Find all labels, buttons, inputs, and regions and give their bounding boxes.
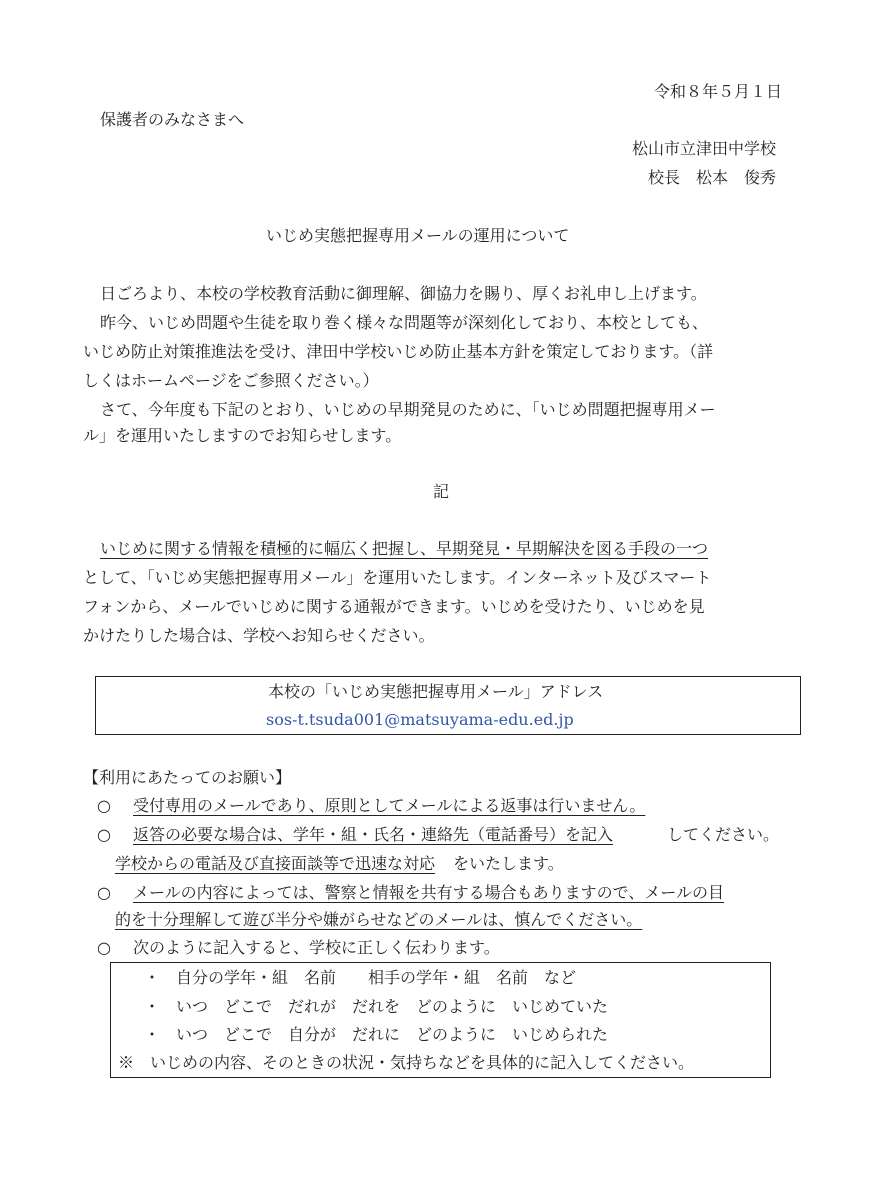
school-name: 松山市立津田中学校 <box>631 139 776 158</box>
request-item: メールの内容によっては、警察と情報を共有する場合もありますので、メールの目 <box>133 883 725 902</box>
request-item: 受付専用のメールであり、原則としてメールによる返事は行いません。 <box>133 796 646 815</box>
body-line: かけたりした場合は、学校へお知らせください。 <box>83 626 435 645</box>
example-line: ・ いつ どこで だれが だれを どのように いじめていた <box>144 997 609 1016</box>
request-item: 学校からの電話及び直接面談等で迅速な対応 <box>115 854 436 873</box>
ki-heading: 記 <box>433 482 450 501</box>
example-line: ・ 自分の学年・組 名前 相手の学年・組 名前 など <box>144 968 577 987</box>
principal-name: 校長 松本 俊秀 <box>647 168 776 187</box>
bullet-icon: ○ <box>97 825 111 844</box>
body-line: として、「いじめ実態把握専用メール」を運用いたします。インターネット及びスマート <box>83 568 712 587</box>
bullet-icon: ○ <box>97 796 111 815</box>
requests-heading: 【利用にあたってのお願い】 <box>83 768 292 787</box>
document-title: いじめ実態把握専用メールの運用について <box>266 226 570 245</box>
request-item: 次のように記入すると、学校に正しく伝わります。 <box>133 938 500 957</box>
request-item: 的を十分理解して遊び半分や嫌がらせなどのメールは、慎んでください。 <box>115 910 643 929</box>
body-line: フォンから、メールでいじめに関する通報ができます。いじめを受けたり、いじめを見 <box>83 597 705 616</box>
bullet-icon: ○ <box>97 883 111 902</box>
date: 令和８年５月１日 <box>653 82 782 101</box>
example-line: ・ いつ どこで 自分が だれに どのように いじめられた <box>144 1025 609 1044</box>
intro-line: しくはホームページをご参照ください。） <box>83 371 379 390</box>
intro-line: さて、今年度も下記のとおり、いじめの早期発見のために、「いじめ問題把握専用メー <box>100 400 716 419</box>
request-item: をいたします。 <box>453 854 564 873</box>
bullet-icon: ○ <box>97 938 111 957</box>
example-note: ※ いじめの内容、そのときの状況・気持ちなどを具体的に記入してください。 <box>118 1053 695 1072</box>
email-address[interactable]: sos-t.tsuda001@matsuyama-edu.ed.jp <box>266 710 574 729</box>
address-label: 本校の「いじめ実態把握専用メール」アドレス <box>268 682 604 701</box>
intro-line: ル」を運用いたしますのでお知らせします。 <box>83 426 402 445</box>
recipient: 保護者のみなさまへ <box>100 110 245 129</box>
body-line: いじめに関する情報を積極的に幅広く把握し、早期発見・早期解決を図る手段の一つ <box>100 539 709 558</box>
intro-line: 日ごろより、本校の学校教育活動に御理解、御協力を賜り、厚くお礼申し上げます。 <box>100 284 707 303</box>
request-item: 返答の必要な場合は、学年・組・氏名・連絡先（電話番号）を記入 <box>133 825 614 844</box>
intro-line: 昨今、いじめ問題や生徒を取り巻く様々な問題等が深刻化しており、本校としても、 <box>100 313 709 332</box>
request-item: してください。 <box>667 825 780 844</box>
intro-line: いじめ防止対策推進法を受け、津田中学校いじめ防止基本方針を策定しております。（詳 <box>83 342 714 361</box>
